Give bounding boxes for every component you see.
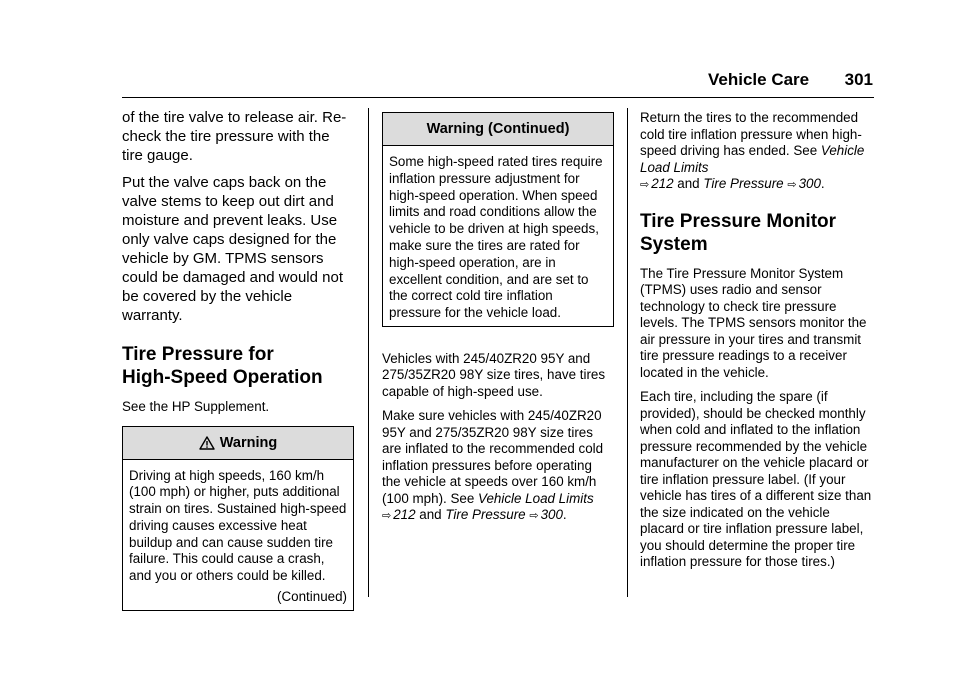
heading-tpms	[640, 210, 876, 256]
warning-continued-header: Warning (Continued)	[383, 113, 613, 146]
col1-paragraph-3: See the HP Supplement.	[122, 399, 270, 414]
warning-continued-box	[382, 112, 614, 327]
period: .	[820, 176, 825, 191]
link-tire-pressure[interactable]: Tire Pressure	[445, 507, 526, 523]
warning-text: Driving at high speeds, 160 km/h (100 mph) or higher, puts additional strain on tires. Sustained high-speed driving causes excessive heat buildup and can cause sudden tire failure. This could cause a crash, and you or others could be killed.	[129, 467, 347, 584]
col3-paragraph-1	[640, 110, 876, 194]
page-header	[708, 70, 873, 96]
page-number: 301	[844, 70, 873, 89]
section-title: Vehicle Care	[708, 70, 810, 89]
column-divider-2	[627, 108, 628, 597]
warning-title: Warning	[219, 434, 278, 451]
header-rule	[122, 97, 874, 98]
link-tire-pressure[interactable]: Tire Pressure	[703, 176, 784, 191]
heading-line-2: High-Speed Operation	[122, 367, 323, 388]
col3-paragraph-2: The Tire Pressure Monitor System (TPMS) uses radio and sensor technology to check tire pressure levels. The TPMS sensors monitor the air pressure in your tires and transmit tire pressure readings to a receiver located in the vehicle.	[640, 265, 867, 380]
col2-paragraph-2	[382, 408, 614, 525]
warning-triangle-icon	[199, 436, 215, 450]
col1-paragraph-1: of the tire valve to release air. Re-check the tire pressure with the tire gauge.	[122, 109, 347, 164]
warning-header	[123, 427, 353, 460]
page-ref-arrow-icon: ⇨	[640, 179, 650, 191]
col2-paragraph-2-text: Make sure vehicles with 245/40ZR20 95Y and 275/35ZR20 98Y size tires are inflated to the recommended cold inflation pressures before operating the vehicle at speeds over 160 km/h (100 mph). See	[382, 408, 604, 506]
warning-continued: (Continued)	[277, 589, 347, 605]
link-page-212[interactable]: 212	[393, 507, 416, 523]
and-text: and	[415, 507, 446, 523]
link-page-300[interactable]: 300	[540, 507, 563, 523]
page-ref-arrow-icon: ⇨	[529, 510, 539, 523]
column-divider-1	[368, 108, 369, 597]
col3-paragraph-1-text: Return the tires to the recommended cold tire inflation pressure when high-speed driving has ended. See	[640, 110, 862, 158]
page-ref-arrow-icon: ⇨	[382, 510, 392, 523]
col1-paragraph-2: Put the valve caps back on the valve stems to keep out dirt and moisture and prevent leaks. Use only valve caps designed for the vehicle by GM. TPMS sensors could be damaged and would not be covered by the vehicle warranty.	[122, 174, 344, 324]
link-page-212[interactable]: 212	[651, 176, 674, 191]
col3-paragraph-3: Each tire, including the spare (if provided), should be checked monthly when cold and inflated to the inflation pressure recommended by the vehicle manufacturer on the vehicle placard or tire inflation pressure label. (If your vehicle has tires of a different size than the size indicated on the vehicle placard or tire inflation pressure label, you should determine the proper tire inflation pressure for those tires.)	[640, 389, 872, 569]
warning-continued-text: Some high-speed rated tires require inflation pressure adjustment for high-speed operation. When speed limits and road conditions allow the vehicle to be driven at high speeds, make sure the tires are rated for high-speed operation, are in excellent condition, and are set to the correct cold tire inflation pressure for the vehicle load.	[389, 154, 603, 321]
warning-box	[122, 426, 354, 611]
link-page-300[interactable]: 300	[798, 176, 821, 191]
link-vehicle-load-limits[interactable]: Vehicle Load Limits	[478, 490, 594, 506]
column-1	[122, 108, 354, 611]
col2-paragraph-1: Vehicles with 245/40ZR20 95Y and 275/35ZR20 98Y size tires, have tires capable of high-speed use.	[382, 350, 606, 399]
heading-line-2: System	[640, 233, 708, 255]
heading-line-1: Tire Pressure for	[122, 344, 274, 365]
period: .	[562, 507, 567, 523]
page-ref-arrow-icon: ⇨	[787, 179, 797, 191]
column-3	[640, 108, 876, 579]
link-vehicle-load-limits[interactable]: Vehicle Load Limits	[640, 143, 865, 175]
warning-continued-body	[383, 146, 613, 326]
warning-body	[123, 460, 353, 610]
heading-high-speed	[122, 343, 354, 389]
and-text: and	[673, 176, 704, 191]
heading-line-1: Tire Pressure Monitor	[640, 210, 837, 232]
column-2	[382, 108, 614, 533]
